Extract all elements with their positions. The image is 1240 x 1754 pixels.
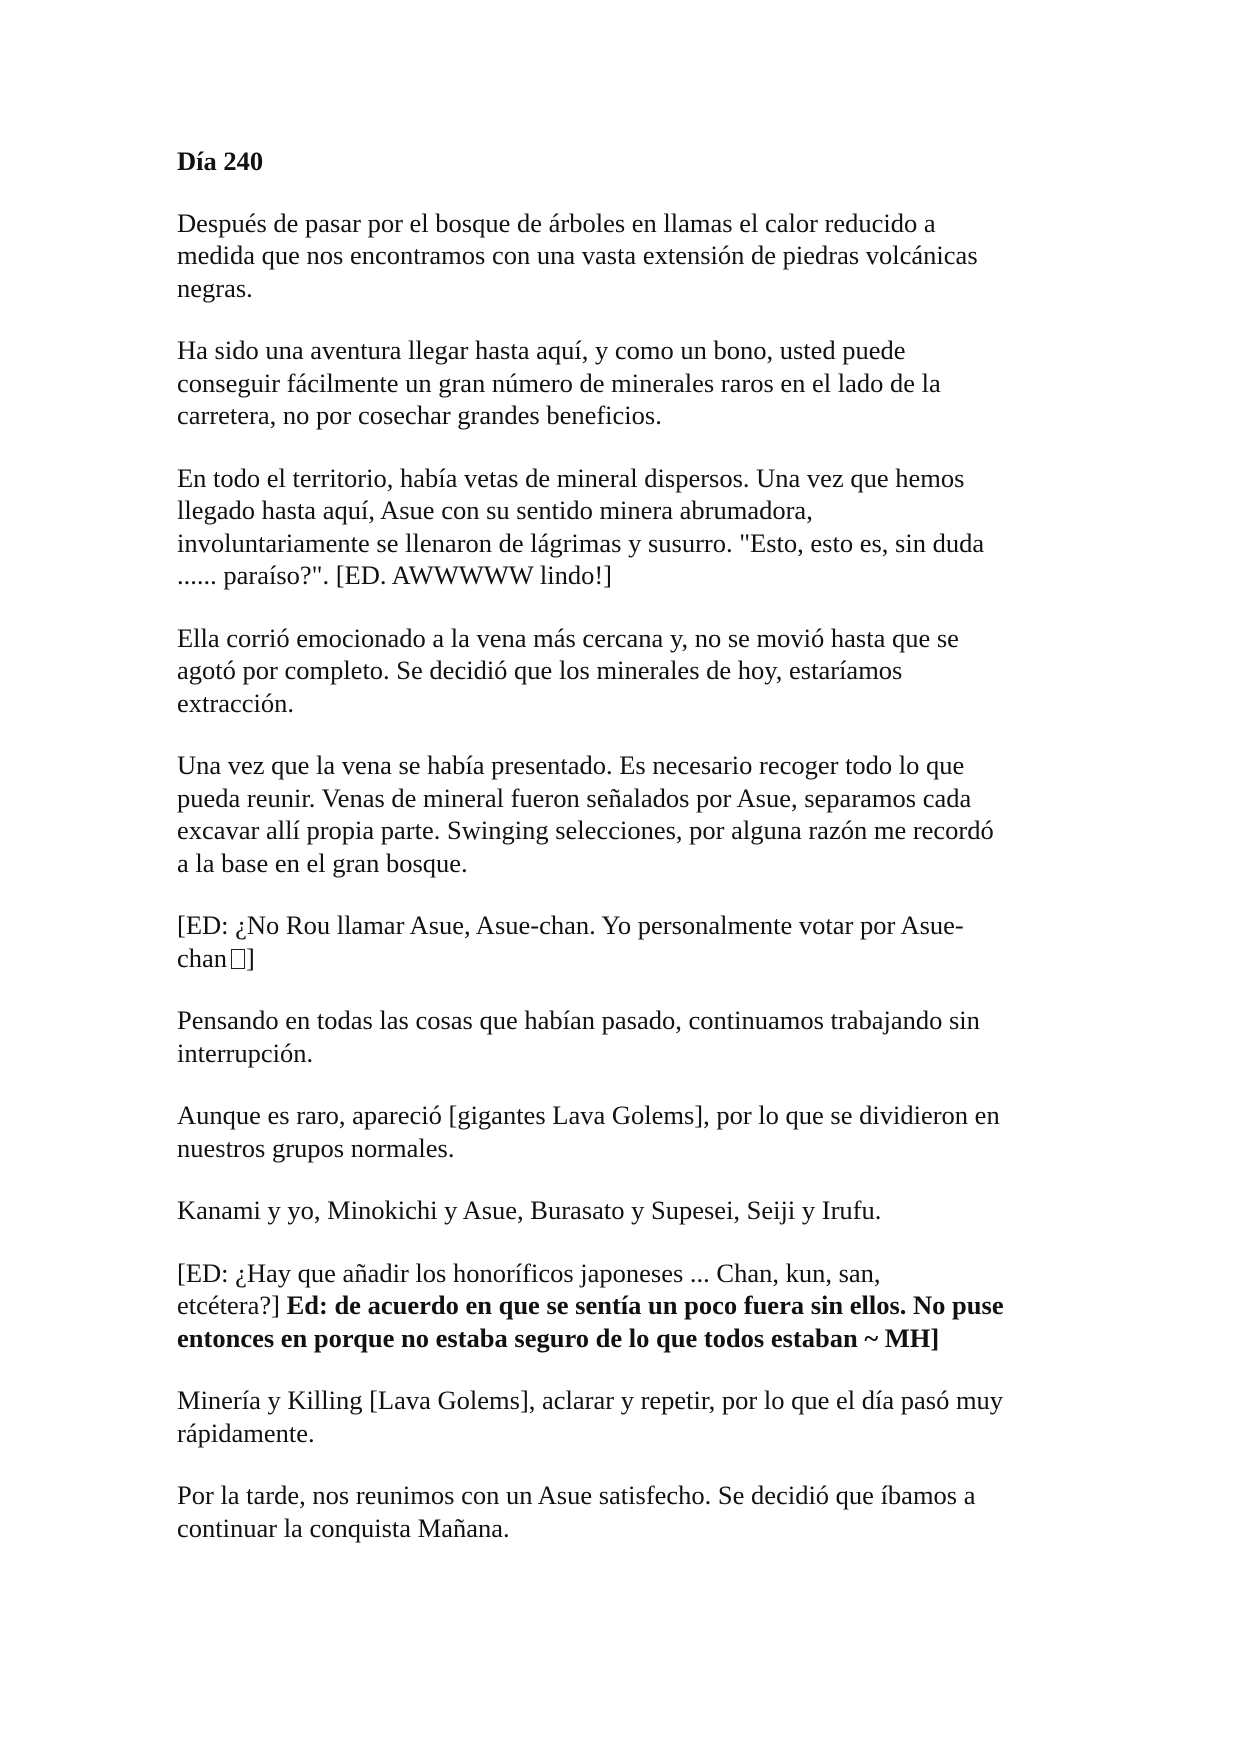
paragraph-9 <box>177 1384 1077 1449</box>
text-line: rápidamente. <box>177 1417 315 1448</box>
text-line: excavar allí propia parte. Swinging selecciones, por alguna razón me recordó <box>177 815 994 845</box>
text-fragment: etcétera?] <box>177 1290 287 1320</box>
bold-text-line: entonces en porque no estaba seguro de lo que todos estaban ~ MH] <box>177 1322 940 1353</box>
text-line: Una vez que la vena se había presentado. Es necesario recoger todo lo que <box>177 750 965 780</box>
text-line: interrupción. <box>177 1037 314 1068</box>
text-line: involuntariamente se llenaron de lágrimas y susurro. "Esto, esto es, sin duda <box>177 527 985 558</box>
paragraph-3 <box>177 462 1077 592</box>
text-line: Minería y Killing [Lava Golems], aclarar y repetir, por lo que el día pasó muy <box>177 1385 1004 1415</box>
missing-glyph-icon <box>231 949 245 969</box>
text-line: pueda reunir. Venas de mineral fueron señalados por Asue, separamos cada <box>177 782 972 813</box>
text-line: En todo el territorio, había vetas de mineral dispersos. Una vez que hemos <box>177 462 965 493</box>
text-fragment: chan <box>177 942 228 973</box>
text-line: extracción. <box>177 687 294 718</box>
paragraph-10 <box>177 1479 1077 1544</box>
document-body <box>177 145 1077 1574</box>
text-line <box>177 1289 1077 1322</box>
text-line: Después de pasar por el bosque de árboles en llamas el calor reducido a <box>177 207 936 238</box>
paragraph-7 <box>177 1099 1077 1164</box>
text-line: negras. <box>177 272 253 303</box>
editor-note-1 <box>177 909 1077 974</box>
text-line: Ella corrió emocionado a la vena más cercana y, no se movió hasta que se <box>177 622 959 653</box>
paragraph-1 <box>177 207 1077 305</box>
paragraph-6 <box>177 1004 1077 1069</box>
text-line: Por la tarde, nos reunimos con un Asue satisfecho. Se decidió que íbamos a <box>177 1480 976 1510</box>
editor-note-2 <box>177 1257 1077 1355</box>
text-line: llegado hasta aquí, Asue con su sentido minera abrumadora, <box>177 495 813 525</box>
text-line: ...... paraíso?". [ED. AWWWWW lindo!] <box>177 560 613 590</box>
text-line <box>177 942 1077 975</box>
text-line: [ED: ¿Hay que añadir los honoríficos japoneses ... Chan, kun, san, <box>177 1257 881 1288</box>
text-line: Ha sido una aventura llegar hasta aquí, y como un bono, usted puede <box>177 335 906 365</box>
paragraph-8 <box>177 1194 1077 1227</box>
text-line: Aunque es raro, apareció [gigantes Lava Golems], por lo que se dividieron en <box>177 1100 1000 1130</box>
text-line: Kanami y yo, Minokichi y Asue, Burasato y Supesei, Seiji y Irufu. <box>177 1195 882 1225</box>
text-line: medida que nos encontramos con una vasta extensión de piedras volcánicas <box>177 240 978 270</box>
text-fragment: ] <box>246 942 255 973</box>
text-line: nuestros grupos normales. <box>177 1132 455 1163</box>
day-heading: Día 240 <box>177 146 264 176</box>
text-line: agotó por completo. Se decidió que los minerales de hoy, estaríamos <box>177 655 903 685</box>
text-line: carretera, no por cosechar grandes beneficios. <box>177 400 662 430</box>
paragraph-5 <box>177 749 1077 879</box>
text-line: Pensando en todas las cosas que habían pasado, continuamos trabajando sin <box>177 1005 980 1035</box>
text-line: a la base en el gran bosque. <box>177 847 468 878</box>
text-line: conseguir fácilmente un gran número de minerales raros en el lado de la <box>177 367 941 398</box>
paragraph-2 <box>177 334 1077 432</box>
text-line: [ED: ¿No Rou llamar Asue, Asue-chan. Yo personalmente votar por Asue- <box>177 910 964 940</box>
text-line: continuar la conquista Mañana. <box>177 1512 510 1543</box>
paragraph-4 <box>177 622 1077 720</box>
bold-text-fragment: Ed: de acuerdo en que se sentía un poco fuera sin ellos. No puse <box>286 1290 1004 1320</box>
